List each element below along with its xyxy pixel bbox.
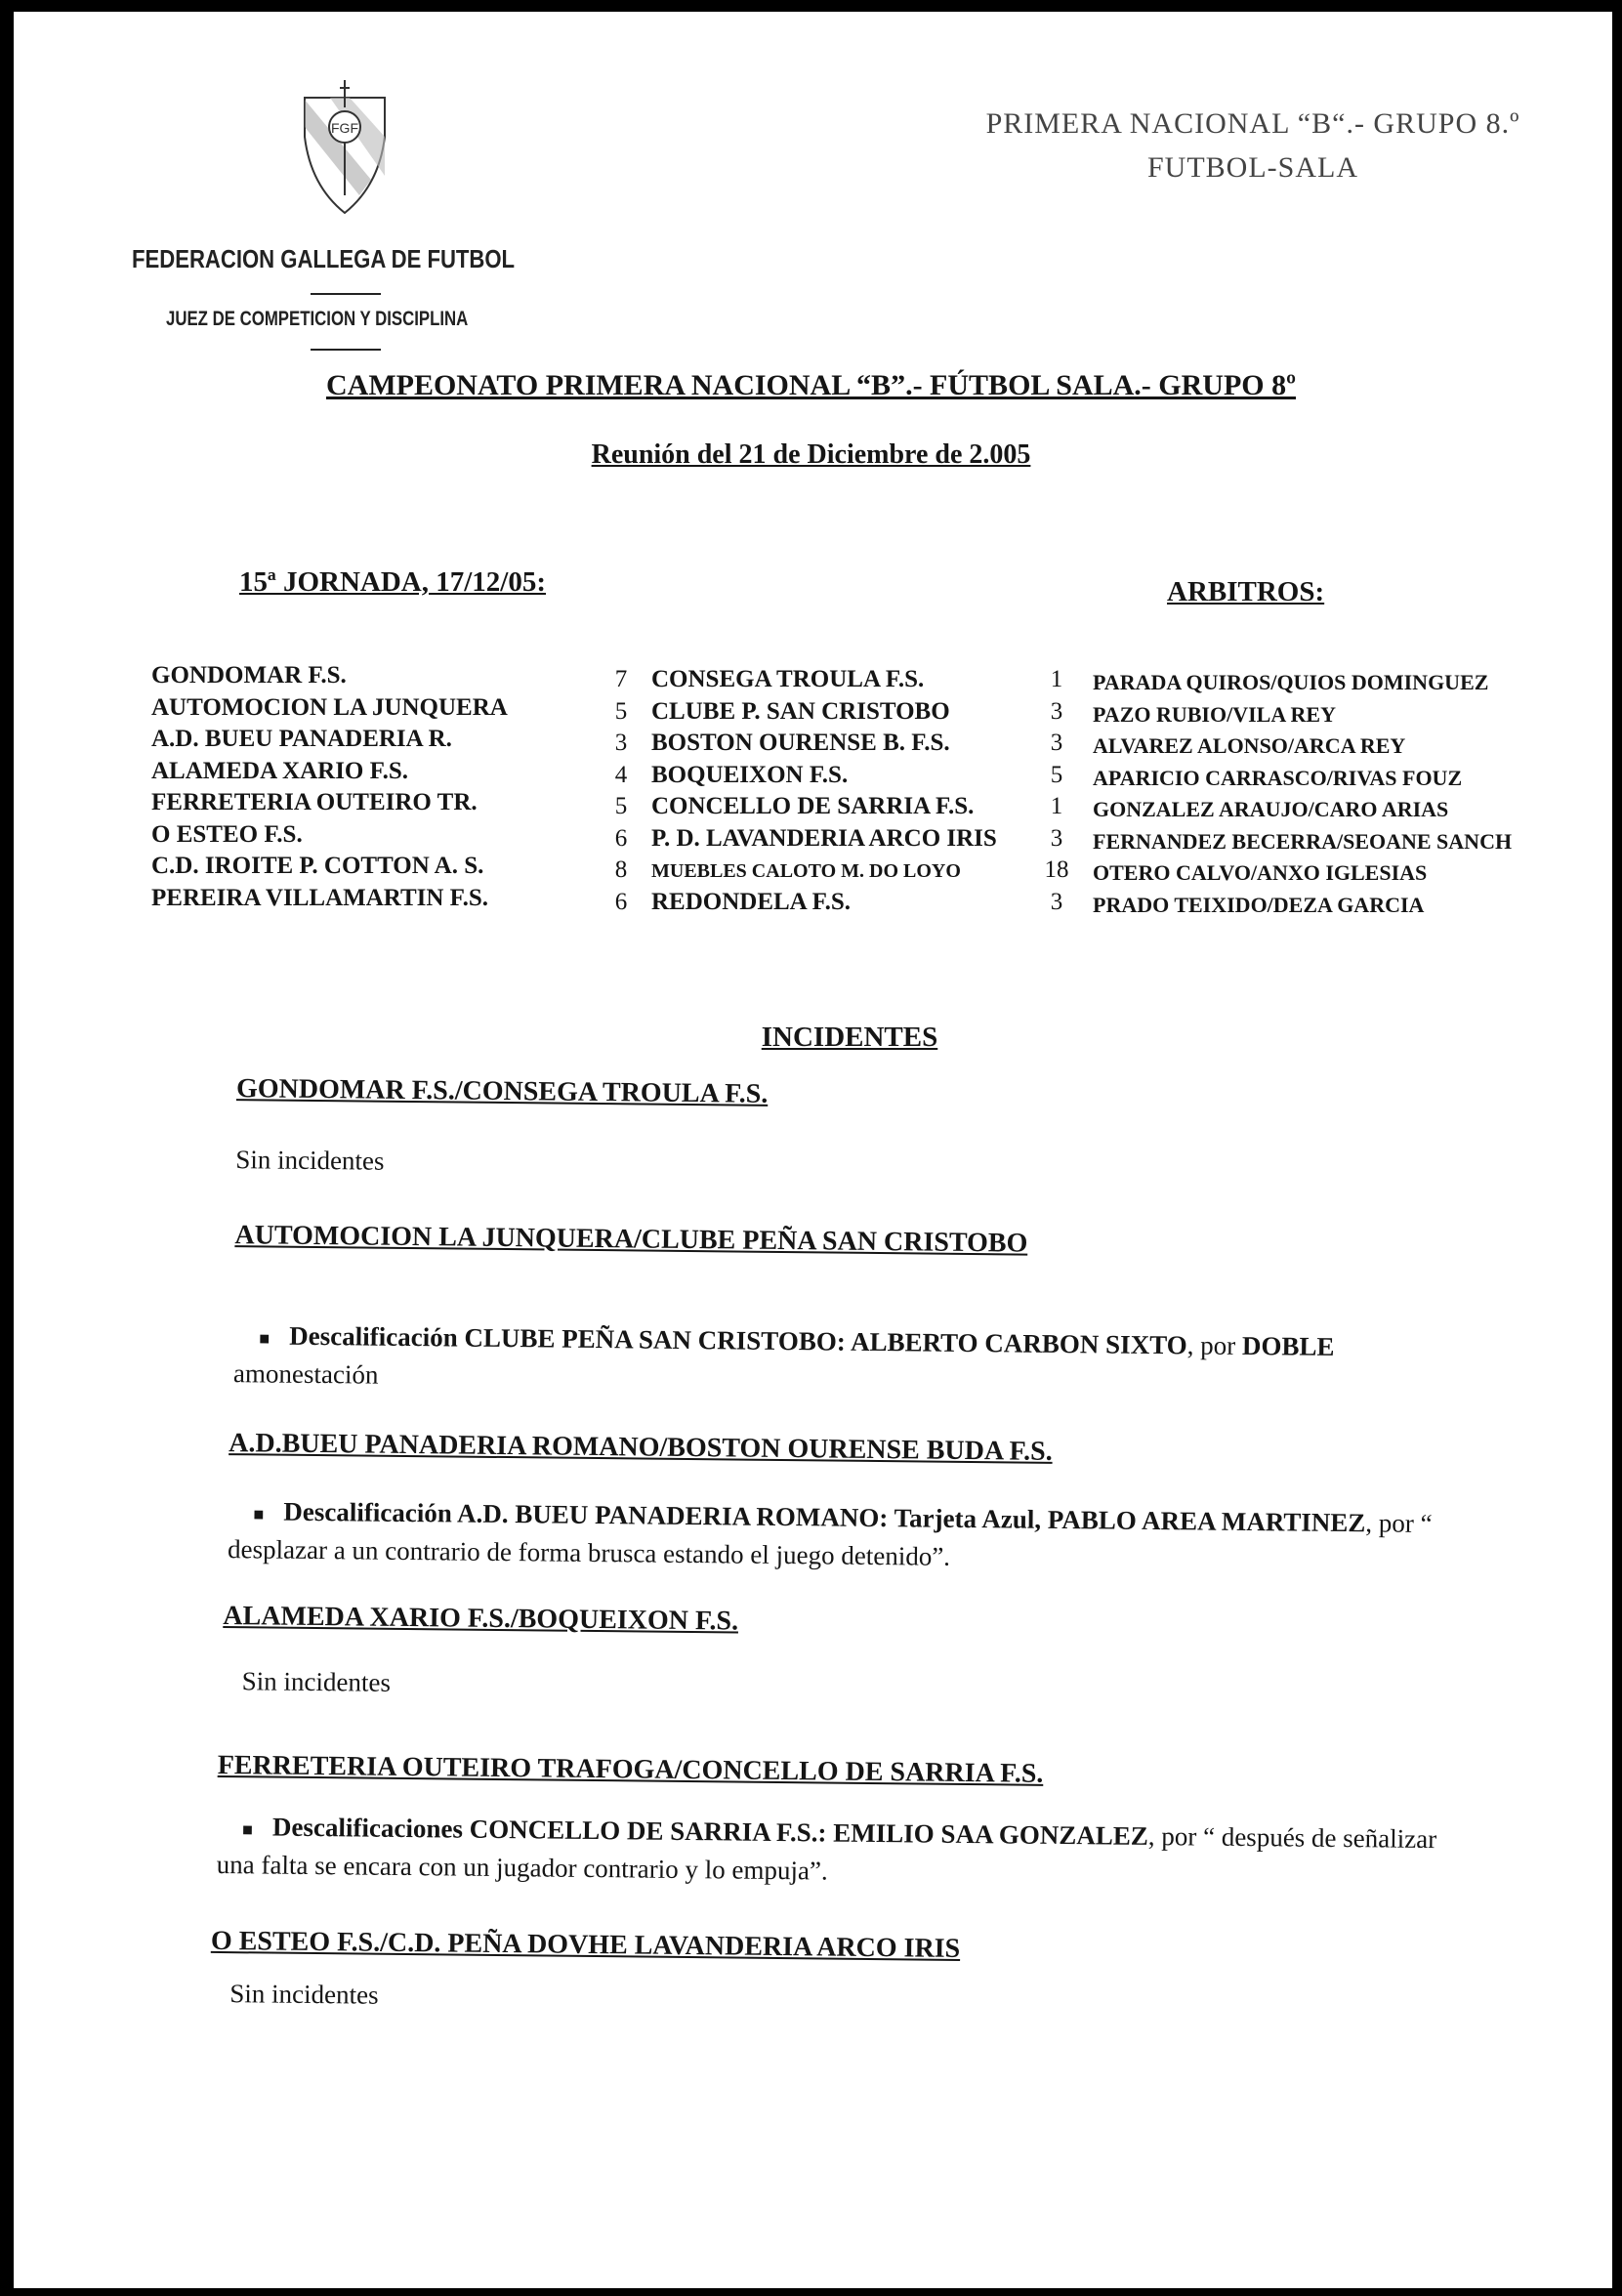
home-score: 8: [614, 856, 628, 883]
competition-header: PRIMERA NACIONAL “B“.- GRUPO 8.º: [985, 107, 1520, 140]
divider: [311, 293, 381, 295]
sanction-reason-end: amonestación: [232, 1358, 379, 1390]
bullet-icon: ■: [242, 1819, 254, 1840]
referees: OTERO CALVO/ANXO IGLESIAS: [1093, 860, 1428, 885]
incident-paragraph: [217, 1809, 1448, 1895]
scan-border-bottom: [0, 2288, 1622, 2296]
away-score: 18: [1044, 856, 1069, 883]
away-score: 3: [1050, 824, 1063, 852]
referees: PARADA QUIROS/QUIOS DOMINGUEZ: [1093, 670, 1489, 694]
arbitros-label: ARBITROS:: [1167, 576, 1325, 607]
home-team: A.D. BUEU PANADERIA R.: [151, 726, 452, 752]
away-score: 1: [1050, 666, 1063, 692]
away-score: 3: [1050, 730, 1063, 756]
sport-header: FUTBOL-SALA: [1146, 151, 1358, 184]
svg-text:FGF: FGF: [331, 120, 358, 136]
home-team: PEREIRA VILLAMARTIN F.S.: [151, 884, 489, 911]
home-team: GONDOMAR F.S.: [151, 662, 347, 689]
referees: FERNANDEZ BECERRA/SEOANE SANCH: [1093, 828, 1513, 854]
meeting-date: Reunión del 21 de Diciembre de 2.005: [591, 439, 1031, 470]
incident-heading: FERRETERIA OUTEIRO TRAFOGA/CONCELLO DE SARRIA F.S.: [217, 1749, 1044, 1789]
home-team: O ESTEO F.S.: [151, 820, 303, 848]
document-title: CAMPEONATO PRIMERA NACIONAL “B”.- FÚTBOL SALA.- GRUPO 8º: [325, 369, 1297, 401]
sanction-reason: , por “ desplazar a un contrario de forma brusca estando el juego detenido”.: [227, 1508, 1433, 1571]
jornada-label: 15ª JORNADA, 17/12/05:: [239, 566, 546, 598]
away-team: CONSEGA TROULA F.S.: [651, 666, 925, 692]
away-score: 3: [1050, 888, 1063, 915]
incident-text: Sin incidentes: [229, 1979, 379, 2010]
home-score: 6: [614, 888, 628, 915]
scan-border-right: [1612, 0, 1622, 2296]
away-team: CONCELLO DE SARRIA F.S.: [651, 793, 975, 819]
incident-heading: GONDOMAR F.S./CONSEGA TROULA F.S.: [235, 1073, 769, 1109]
referees: GONZALEZ ARAUJO/CARO ARIAS: [1093, 797, 1449, 821]
home-team: C.D. IROITE P. COTTON A. S.: [151, 853, 484, 879]
federation-crest-logo: [301, 78, 389, 215]
away-team: BOQUEIXON F.S.: [651, 761, 849, 788]
home-score: 4: [614, 761, 628, 788]
home-score: 6: [614, 824, 628, 852]
incident-paragraph: [233, 1317, 1465, 1403]
incident-heading: A.D.BUEU PANADERIA ROMANO/BOSTON OURENSE BUDA F.S.: [229, 1428, 1053, 1467]
sanction-reason: , por: [1186, 1330, 1243, 1360]
referees: PRADO TEIXIDO/DEZA GARCIA: [1093, 892, 1425, 917]
incident-heading: O ESTEO F.S./C.D. PEÑA DOVHE LAVANDERIA ARCO IRIS: [210, 1925, 961, 1964]
referees: ALVAREZ ALONSO/ARCA REY: [1093, 733, 1406, 758]
incident-text: Sin incidentes: [235, 1145, 385, 1176]
away-score: 5: [1050, 761, 1063, 788]
sanction-detail: Descalificación CLUBE PEÑA SAN CRISTOBO: ALBERTO CARBON SIXTO: [289, 1320, 1187, 1360]
scan-border-left: [0, 0, 14, 2296]
away-team: REDONDELA F.S.: [651, 888, 851, 915]
divider: [311, 349, 381, 351]
scan-border-top: [0, 0, 1622, 12]
away-team: MUEBLES CALOTO M. DO LOYO: [651, 860, 961, 882]
incident-heading: ALAMEDA XARIO F.S./BOQUEIXON F.S.: [223, 1601, 739, 1637]
incident-text: Sin incidentes: [241, 1666, 392, 1697]
home-team: AUTOMOCION LA JUNQUERA: [151, 693, 508, 721]
away-team: P. D. LAVANDERIA ARCO IRIS: [651, 824, 997, 852]
home-team: ALAMEDA XARIO F.S.: [151, 757, 409, 784]
incident-paragraph: [228, 1493, 1459, 1579]
sanction-detail: Descalificaciones CONCELLO DE SARRIA F.S.: EMILIO SAA GONZALEZ: [271, 1812, 1148, 1851]
home-score: 3: [614, 730, 628, 756]
away-score: 3: [1050, 697, 1063, 725]
away-team: CLUBE P. SAN CRISTOBO: [651, 697, 950, 725]
office-name: JUEZ DE COMPETICION Y DISCIPLINA: [166, 308, 469, 330]
home-score: 5: [614, 793, 628, 819]
referees: APARICIO CARRASCO/RIVAS FOUZ: [1093, 765, 1463, 790]
federation-name: FEDERACION GALLEGA DE FUTBOL: [132, 244, 516, 273]
sanction-type: DOBLE: [1241, 1330, 1335, 1361]
home-score: 7: [614, 666, 628, 692]
sanction-detail: Descalificación A.D. BUEU PANADERIA ROMANO: Tarjeta Azul, PABLO AREA MARTINEZ: [283, 1496, 1366, 1538]
incident-heading: AUTOMOCION LA JUNQUERA/CLUBE PEÑA SAN CRISTOBO: [234, 1220, 1028, 1259]
sanction-reason: , por “ después de señalizar una falta se encara con un jugador contrario y lo empuja”.: [216, 1820, 1437, 1886]
away-team: BOSTON OURENSE B. F.S.: [651, 730, 950, 756]
bullet-icon: ■: [253, 1504, 265, 1524]
incidents-title: INCIDENTES: [761, 1022, 938, 1053]
home-team: FERRETERIA OUTEIRO TR.: [151, 789, 478, 815]
home-score: 5: [614, 697, 628, 725]
bullet-icon: ■: [259, 1328, 270, 1349]
away-score: 1: [1050, 793, 1063, 819]
referees: PAZO RUBIO/VILA REY: [1093, 701, 1336, 727]
